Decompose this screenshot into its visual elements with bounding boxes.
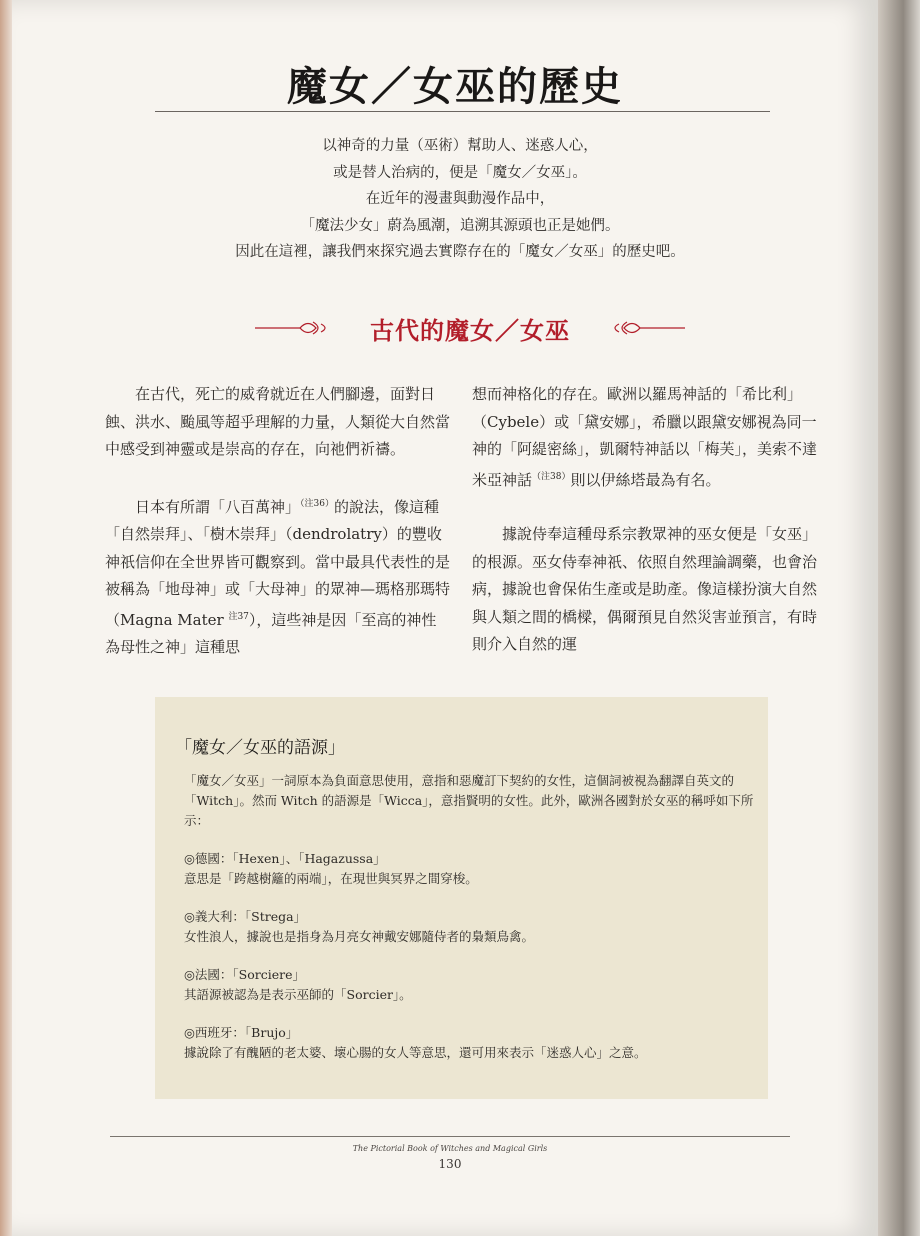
flourish-left-icon bbox=[255, 318, 335, 338]
paragraph bbox=[472, 381, 817, 494]
section-heading: 古代的魔女／女巫 bbox=[370, 316, 570, 345]
text-span: 想而神格化的存在。歐洲以羅馬神話的「希比利」（Cybele）或「黛安娜」，希臘以跟黛安娜視為同一神的「阿緹密絲」，凱爾特神話以「梅芙」，美索不達米亞神話 bbox=[472, 385, 818, 489]
page-title: 魔女／女巫的歷史 bbox=[287, 63, 623, 110]
intro-line: 以神奇的力量（巫術）幫助人、迷惑人心， bbox=[322, 138, 598, 154]
text-span: ），這些神是因「至高的神性為母性之神」這種思 bbox=[105, 610, 437, 656]
entry-description: 女性浪人，據說也是指身為月亮女神戴安娜隨侍者的梟類鳥禽。 bbox=[184, 929, 535, 944]
page-binding-shadow bbox=[878, 0, 920, 1236]
body-column-left bbox=[105, 381, 450, 662]
entry-heading: ◎德國：「Hexen」、「Hagazussa」 bbox=[184, 851, 386, 866]
intro-line: 「魔法少女」蔚為風潮，追溯其源頭也正是她們。 bbox=[300, 217, 620, 234]
paragraph: 在古代，死亡的威脅就近在人們腳邊，面對日蝕、洪水、颱風等超乎理解的力量，人類從大自然當中感受到神靈或是崇高的存在，向祂們祈禱。 bbox=[105, 385, 451, 458]
intro-text bbox=[190, 133, 730, 266]
box-intro: 「魔女／女巫」一詞原本為負面意思使用，意指和惡魔訂下契約的女性，這個詞被視為翻譯自英文的「Witch」。然而 Witch 的語源是「Wicca」，意指賢明的女性。此外，歐洲各國對於女巫的稱呼如下所示： bbox=[184, 773, 754, 828]
body-column-right bbox=[472, 381, 817, 659]
text-span: 的說法，像這種「自然崇拜」、「樹木崇拜」（dendrolatry）的豐收神祇信仰在全世界皆可觀察到。當中最具代表性的是被稱為「地母神」或「大母神」的眾神—瑪格那瑪特（Magna Mater bbox=[105, 497, 451, 629]
footer-caption: The Pictorial Book of Witches and Magical Girls bbox=[352, 1144, 548, 1153]
text-span: 日本有所謂「八百萬神」 bbox=[135, 497, 301, 516]
paragraph bbox=[105, 491, 450, 662]
box-title: 「魔女／女巫的語源」 bbox=[175, 738, 345, 758]
footnote-marker: （注38） bbox=[532, 471, 571, 482]
intro-line: 在近年的漫畫與動漫作品中， bbox=[365, 191, 555, 207]
text-span: 則以伊絲塔最為有名。 bbox=[570, 470, 721, 489]
page-number: 130 bbox=[438, 1157, 462, 1171]
footer-rule bbox=[110, 1136, 790, 1137]
entry-heading: ◎法國：「Sorciere」 bbox=[184, 967, 305, 982]
box-body bbox=[184, 771, 754, 1063]
entry-heading: ◎西班牙：「Brujo」 bbox=[184, 1025, 299, 1040]
entry-heading: ◎義大利：「Strega」 bbox=[184, 909, 307, 924]
intro-line: 因此在這裡，讓我們來探究過去實際存在的「魔女／女巫」的歷史吧。 bbox=[235, 244, 685, 260]
entry-description: 意思是「跨越樹籬的兩端」，在現世與冥界之間穿梭。 bbox=[184, 871, 478, 886]
page-edge-left bbox=[0, 0, 12, 1236]
intro-line: 或是替人治病的，便是「魔女／女巫」。 bbox=[333, 164, 587, 181]
paragraph: 據說侍奉這種母系宗教眾神的巫女便是「女巫」的根源。巫女侍奉神祇、依照自然理論調藥，也會治病，據說也會保佑生產或是助產。像這樣扮演大自然與人類之間的橋樑，偶爾預見自然災害並預言，有時則介入自然的運 bbox=[472, 525, 818, 653]
footnote-marker: （注36） bbox=[300, 498, 334, 509]
flourish-right-icon bbox=[605, 318, 685, 338]
entry-description: 其語源被認為是表示巫師的「Sorcier」。 bbox=[184, 987, 412, 1002]
footnote-marker: 注37 bbox=[228, 611, 249, 622]
entry-description: 據說除了有醜陋的老太婆、壞心腸的女人等意思，還可用來表示「迷惑人心」之意。 bbox=[184, 1045, 647, 1060]
title-rule bbox=[155, 111, 770, 112]
